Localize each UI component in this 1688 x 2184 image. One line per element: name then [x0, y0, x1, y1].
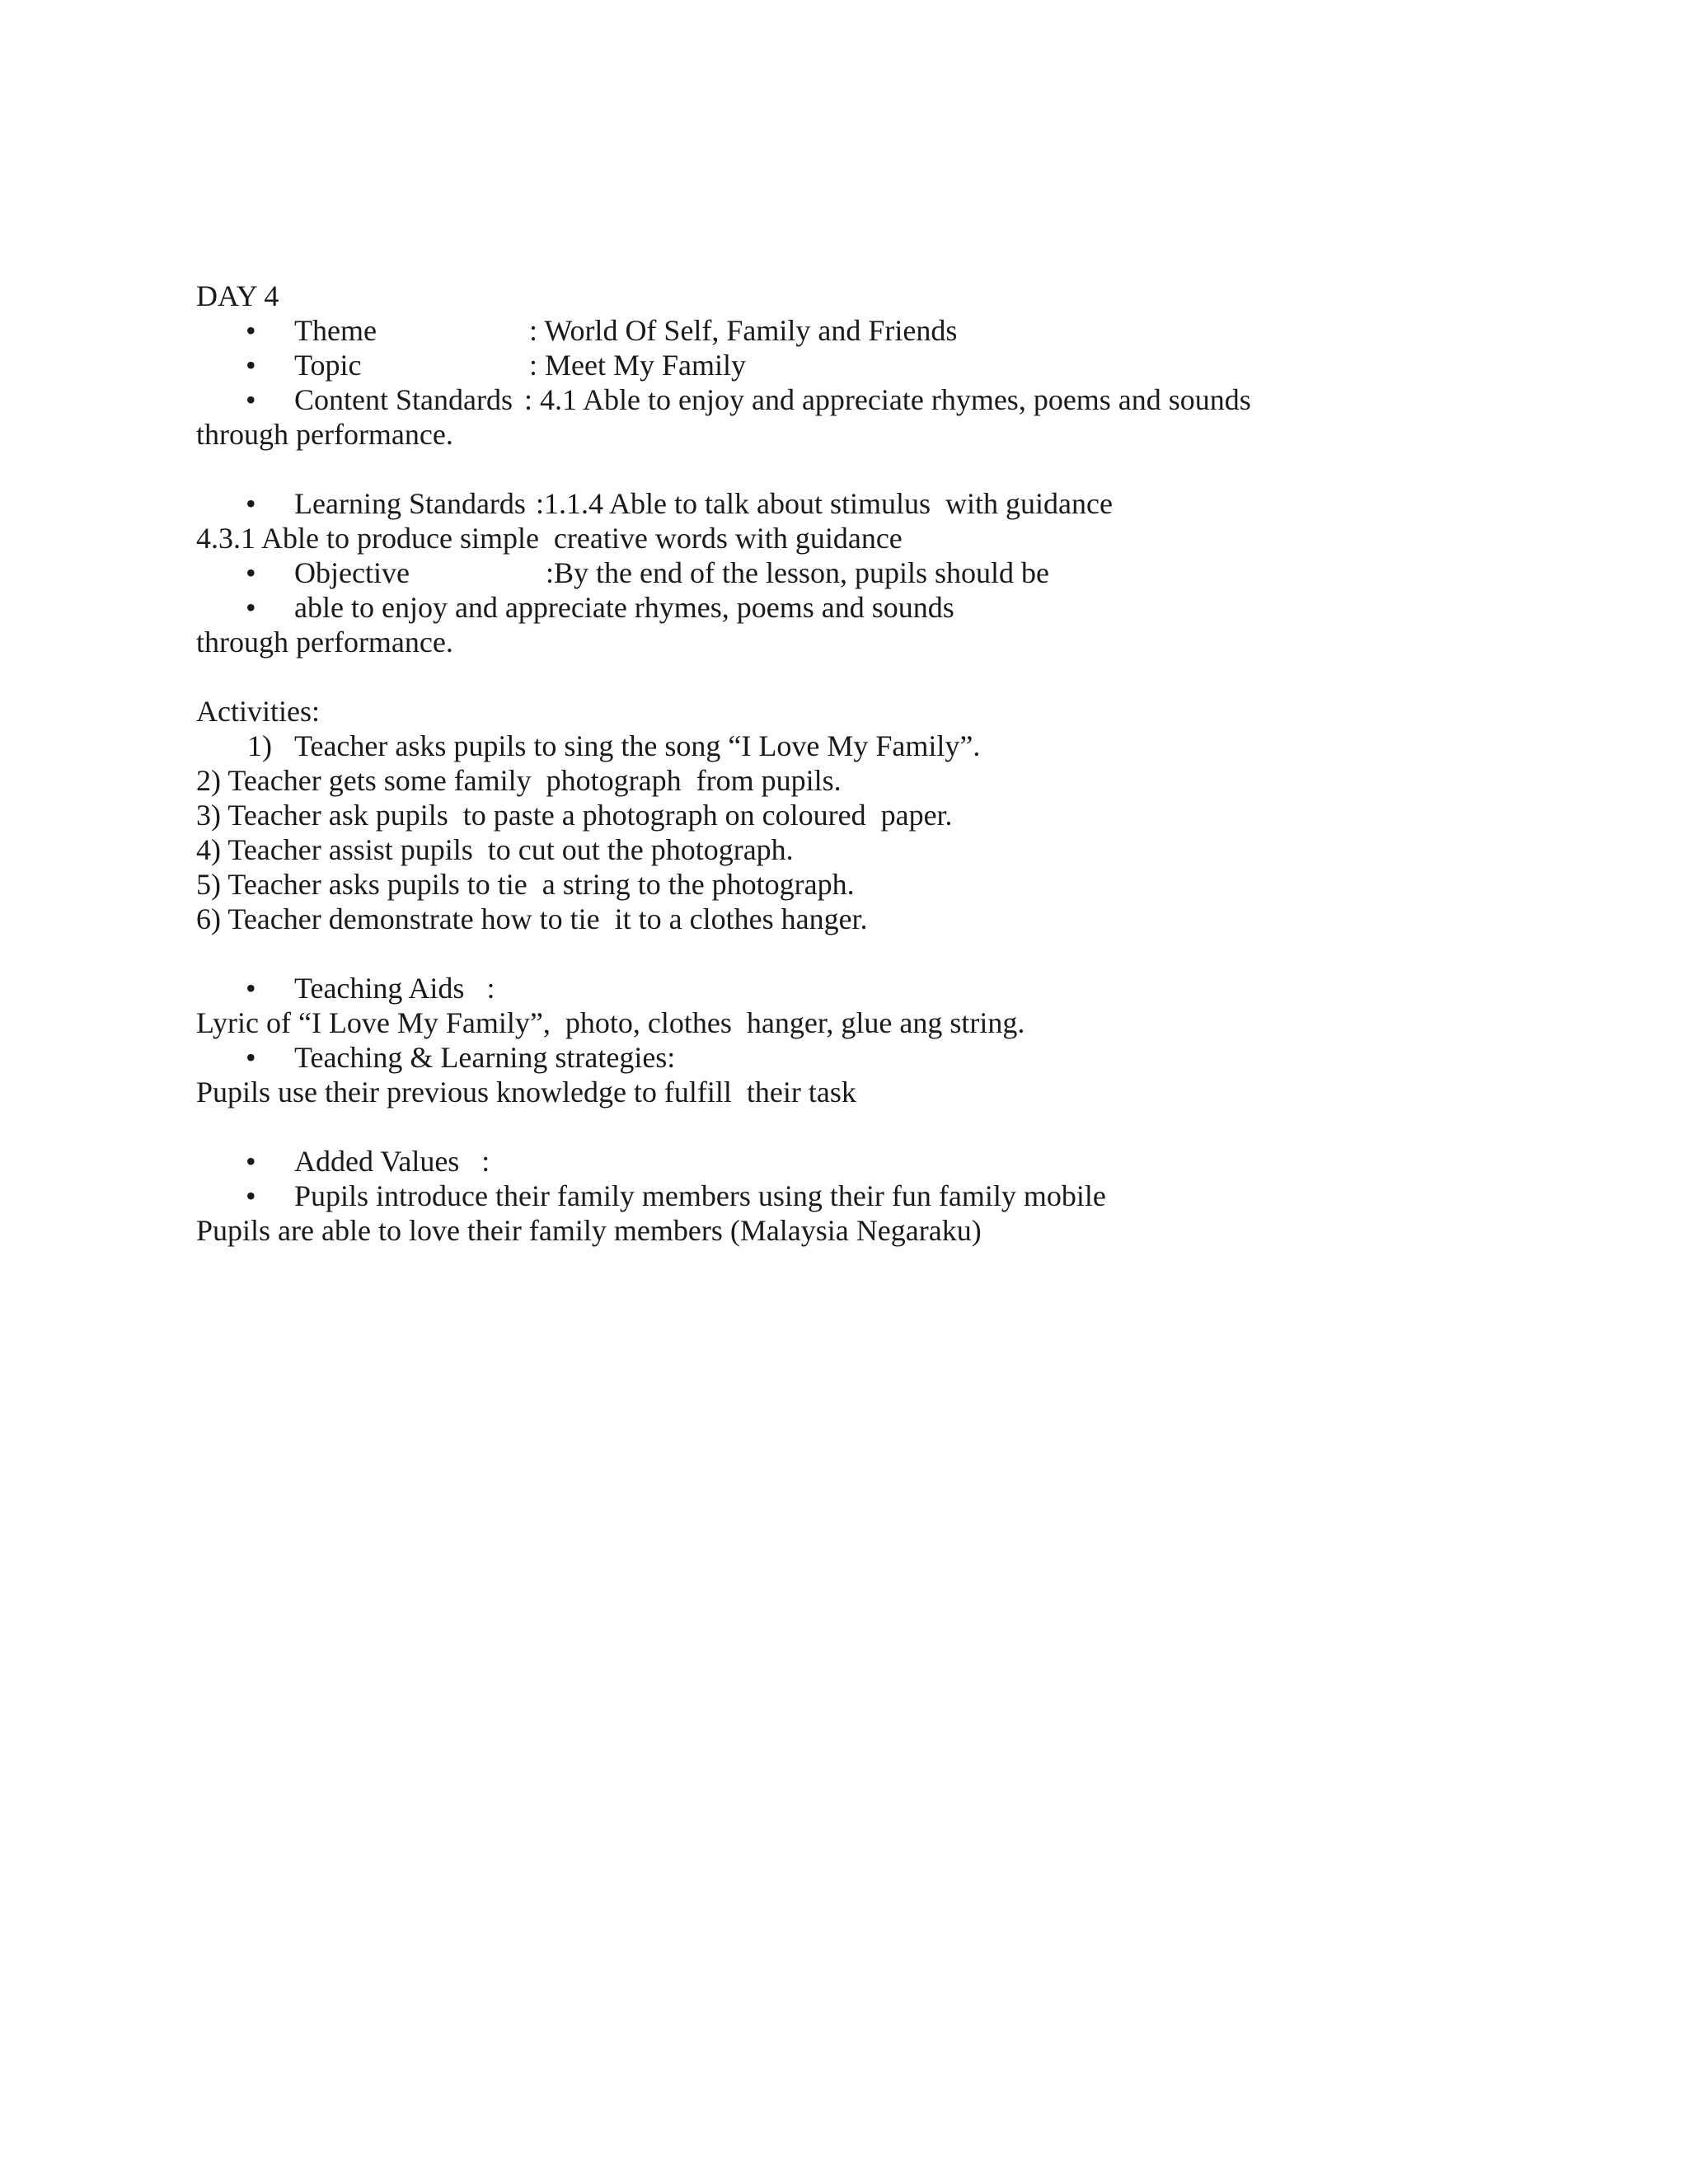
learning-standards-cont: 4.3.1 Able to produce simple creative words with guidance — [196, 522, 903, 555]
objective-label: Objective — [294, 556, 410, 589]
content-standards-cont: through performance. — [196, 418, 453, 451]
activity-item: 5) Teacher asks pupils to tie a string to the photograph. — [196, 868, 855, 901]
bullet: • — [246, 972, 256, 1005]
activity-item: 6) Teacher demonstrate how to tie it to a clothes hanger. — [196, 902, 868, 935]
strategies-cont: Pupils use their previous knowledge to fulfill their task — [196, 1076, 856, 1108]
bullet: • — [246, 349, 256, 382]
activity-item: 4) Teacher assist pupils to cut out the photograph. — [196, 833, 794, 866]
objective-value: :By the end of the lesson, pupils should be — [546, 556, 1049, 589]
learning-standards-label: Learning Standards — [294, 487, 526, 520]
day-heading: DAY 4 — [196, 279, 279, 312]
teaching-aids-cont: Lyric of “I Love My Family”, photo, clothes hanger, glue ang string. — [196, 1006, 1025, 1039]
bullet: • — [246, 1145, 256, 1178]
strategies-label: Teaching & Learning strategies: — [294, 1041, 676, 1074]
added-values-line2: Pupils introduce their family members using their fun family mobile — [294, 1179, 1106, 1212]
objective-cont: through performance. — [196, 626, 453, 658]
theme-value: : World Of Self, Family and Friends — [529, 314, 958, 347]
added-values-label: Added Values : — [294, 1145, 490, 1178]
theme-label: Theme — [294, 314, 377, 347]
added-values-cont: Pupils are able to love their family members (Malaysia Negaraku) — [196, 1214, 982, 1247]
activities-heading: Activities: — [196, 695, 320, 728]
topic-label: Topic — [294, 349, 362, 382]
bullet: • — [246, 1179, 256, 1212]
topic-value: : Meet My Family — [529, 349, 746, 382]
bullet: • — [246, 314, 256, 347]
bullet: • — [246, 556, 256, 589]
activity-item: 3) Teacher ask pupils to paste a photograph on coloured paper. — [196, 799, 953, 832]
bullet: • — [246, 591, 256, 624]
bullet: • — [246, 383, 256, 416]
bullet: • — [246, 1041, 256, 1074]
teaching-aids-label: Teaching Aids : — [294, 972, 495, 1005]
content-standards-label: Content Standards — [294, 383, 513, 416]
learning-standards-value: :1.1.4 Able to talk about stimulus with guidance — [536, 487, 1113, 520]
content-standards-value: : 4.1 Able to enjoy and appreciate rhymes, poems and sounds — [524, 383, 1251, 416]
objective-line2: able to enjoy and appreciate rhymes, poems and sounds — [294, 591, 954, 624]
activity-number: 1) — [247, 729, 272, 762]
activity-item: 2) Teacher gets some family photograph from pupils. — [196, 764, 842, 797]
activity-item: Teacher asks pupils to sing the song “I Love My Family”. — [294, 729, 981, 762]
bullet: • — [246, 487, 256, 520]
